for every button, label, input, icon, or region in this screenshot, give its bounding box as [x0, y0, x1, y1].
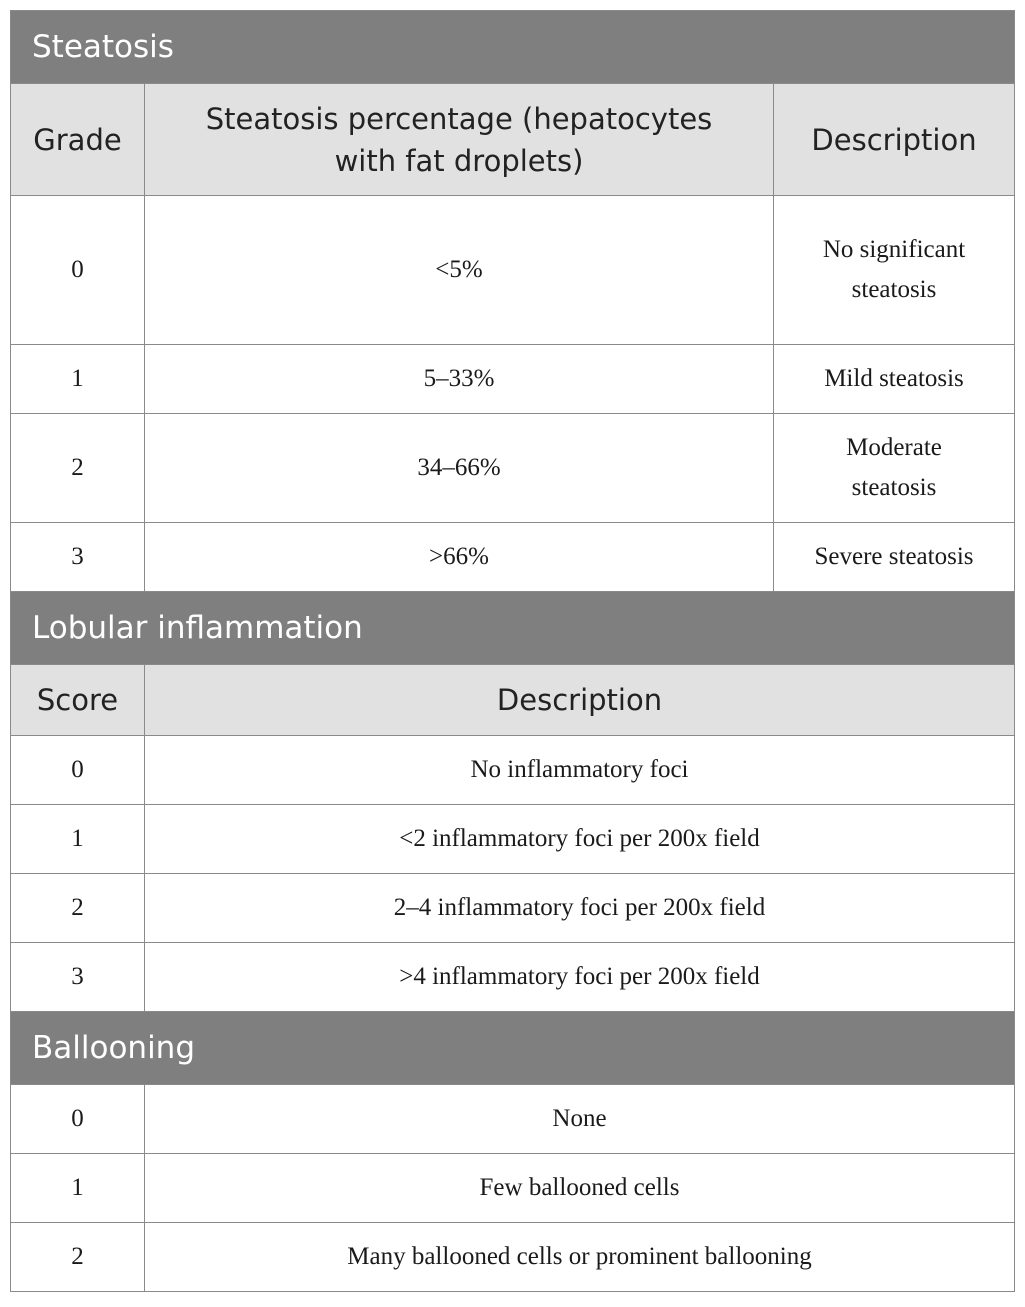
- score-cell: 2: [11, 1223, 145, 1292]
- percentage-cell: 34–66%: [145, 414, 774, 523]
- section-header-lobular-inflammation: [11, 592, 1015, 665]
- column-header-description: Description: [774, 84, 1015, 196]
- table-row: [11, 523, 1015, 592]
- section-title-steatosis: Steatosis: [11, 11, 1015, 84]
- column-header-grade: Grade: [11, 84, 145, 196]
- grade-cell: 3: [11, 523, 145, 592]
- grade-cell: 2: [11, 414, 145, 523]
- description-cell: Many ballooned cells or prominent ballooning: [145, 1223, 1015, 1292]
- description-cell: Moderate steatosis: [774, 414, 1015, 523]
- column-header-description: Description: [145, 665, 1015, 736]
- column-header-score: Score: [11, 665, 145, 736]
- nafld-scoring-table: [10, 10, 1015, 1292]
- table-row: [11, 345, 1015, 414]
- description-cell: 2–4 inflammatory foci per 200x field: [145, 874, 1015, 943]
- score-cell: 1: [11, 1154, 145, 1223]
- description-cell: No significant steatosis: [774, 196, 1015, 345]
- table-row: [11, 196, 1015, 345]
- grade-cell: 0: [11, 196, 145, 345]
- table-row: [11, 414, 1015, 523]
- section-title-lobular-inflammation: Lobular inflammation: [11, 592, 1015, 665]
- section-title-ballooning: Ballooning: [11, 1012, 1015, 1085]
- description-cell: >4 inflammatory foci per 200x field: [145, 943, 1015, 1012]
- table-row: [11, 1154, 1015, 1223]
- section-header-steatosis: [11, 11, 1015, 84]
- column-header-steatosis-percentage: Steatosis percentage (hepatocytes with fat droplets): [145, 84, 774, 196]
- percentage-cell: 5–33%: [145, 345, 774, 414]
- description-cell: No inflammatory foci: [145, 736, 1015, 805]
- description-cell: Severe steatosis: [774, 523, 1015, 592]
- table-row: [11, 1223, 1015, 1292]
- table-row: [11, 874, 1015, 943]
- table-row: [11, 943, 1015, 1012]
- percentage-cell: <5%: [145, 196, 774, 345]
- table-row: [11, 805, 1015, 874]
- description-cell: <2 inflammatory foci per 200x field: [145, 805, 1015, 874]
- score-cell: 0: [11, 1085, 145, 1154]
- score-cell: 0: [11, 736, 145, 805]
- description-cell: Mild steatosis: [774, 345, 1015, 414]
- table-row: [11, 736, 1015, 805]
- description-cell: Few ballooned cells: [145, 1154, 1015, 1223]
- column-header-row-lobular-inflammation: [11, 665, 1015, 736]
- grade-cell: 1: [11, 345, 145, 414]
- description-cell: None: [145, 1085, 1015, 1154]
- column-header-row-steatosis: [11, 84, 1015, 196]
- section-header-ballooning: [11, 1012, 1015, 1085]
- score-cell: 3: [11, 943, 145, 1012]
- percentage-cell: >66%: [145, 523, 774, 592]
- score-cell: 2: [11, 874, 145, 943]
- score-cell: 1: [11, 805, 145, 874]
- table-row: [11, 1085, 1015, 1154]
